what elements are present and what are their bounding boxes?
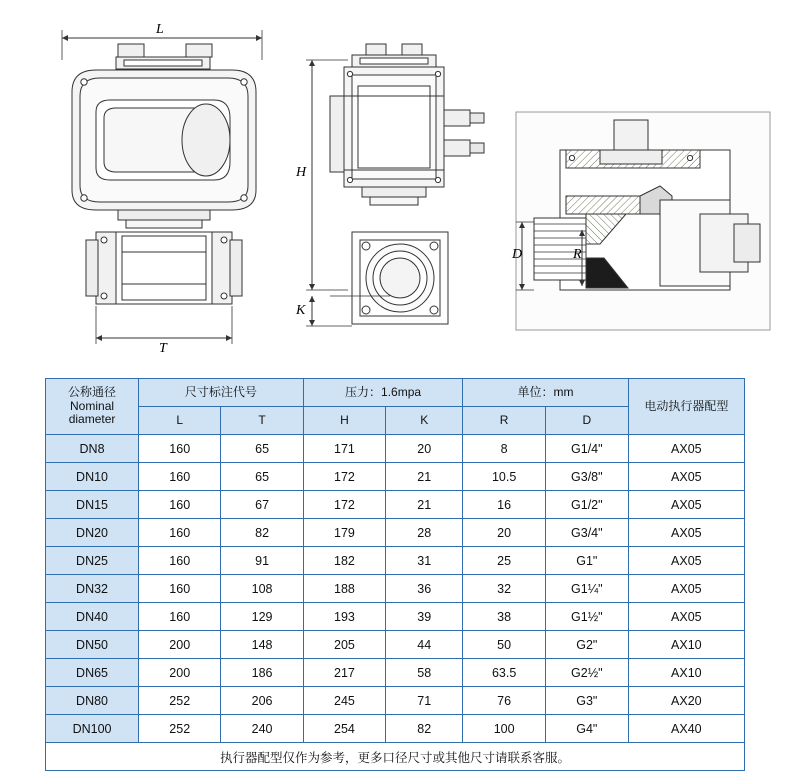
cell-dn: DN65 [46,659,139,687]
dim-label-R: R [573,247,582,262]
view-side-actuator [306,44,484,326]
cell-L: 160 [139,575,221,603]
cell-D: G1" [545,547,628,575]
table-note-row [46,743,745,771]
dim-label-T: T [159,341,167,356]
cell-dn: DN20 [46,519,139,547]
cell-H: 217 [303,659,385,687]
cell-R: 25 [463,547,546,575]
cell-H: 193 [303,603,385,631]
cell-actuator: AX05 [628,603,744,631]
cell-actuator: AX20 [628,687,744,715]
cell-R: 100 [463,715,546,743]
cell-T: 67 [221,491,303,519]
cell-dn: DN8 [46,435,139,463]
cell-R: 20 [463,519,546,547]
cell-H: 171 [303,435,385,463]
cell-L: 252 [139,715,221,743]
header-col-K: K [386,407,463,435]
cell-actuator: AX05 [628,463,744,491]
cell-L: 160 [139,463,221,491]
header-nominal-cn: 公称通径 [68,384,117,399]
cell-D: G3" [545,687,628,715]
cell-D: G1½" [545,603,628,631]
header-nominal-en1: Nominal [70,398,115,413]
cell-L: 200 [139,659,221,687]
specification-table [45,378,745,771]
header-col-R: R [463,407,546,435]
cell-K: 36 [386,575,463,603]
cell-dn: DN32 [46,575,139,603]
cell-dn: DN10 [46,463,139,491]
cell-T: 206 [221,687,303,715]
header-unit: 单位：mm [463,379,628,407]
table-header-row-1 [46,379,745,407]
cell-L: 200 [139,631,221,659]
cell-R: 10.5 [463,463,546,491]
cell-K: 44 [386,631,463,659]
cell-T: 65 [221,435,303,463]
table-row [46,687,745,715]
cell-actuator: AX10 [628,659,744,687]
cell-actuator: AX40 [628,715,744,743]
cell-T: 186 [221,659,303,687]
header-col-L: L [139,407,221,435]
cell-D: G3/8" [545,463,628,491]
table-row [46,491,745,519]
dim-label-D: D [512,247,523,262]
cell-H: 182 [303,547,385,575]
cell-L: 160 [139,491,221,519]
cell-actuator: AX05 [628,575,744,603]
table-row [46,547,745,575]
cell-D: G1/4" [545,435,628,463]
cell-T: 240 [221,715,303,743]
table-row [46,463,745,491]
cell-L: 160 [139,547,221,575]
cell-K: 21 [386,463,463,491]
cell-K: 20 [386,435,463,463]
cell-H: 254 [303,715,385,743]
cell-R: 32 [463,575,546,603]
table-row [46,603,745,631]
cell-D: G3/4" [545,519,628,547]
table-row [46,435,745,463]
table-row [46,631,745,659]
cell-T: 108 [221,575,303,603]
table-row [46,659,745,687]
cell-L: 160 [139,603,221,631]
cell-T: 91 [221,547,303,575]
cell-dn: DN15 [46,491,139,519]
cell-actuator: AX05 [628,519,744,547]
cell-L: 252 [139,687,221,715]
header-col-T: T [221,407,303,435]
dim-label-H: H [296,165,307,180]
cell-K: 28 [386,519,463,547]
cell-H: 179 [303,519,385,547]
table-row [46,519,745,547]
dim-label-L: L [156,22,164,37]
cell-dn: DN100 [46,715,139,743]
cell-R: 38 [463,603,546,631]
cell-L: 160 [139,435,221,463]
cell-R: 63.5 [463,659,546,687]
table-row [46,575,745,603]
cell-dn: DN40 [46,603,139,631]
view-front-actuator [62,30,262,344]
cell-dn: DN50 [46,631,139,659]
cell-H: 172 [303,491,385,519]
cell-R: 16 [463,491,546,519]
cell-K: 31 [386,547,463,575]
cell-R: 50 [463,631,546,659]
table-note: 执行器配型仅作为参考，更多口径尺寸或其他尺寸请联系客服。 [46,743,745,771]
cell-T: 148 [221,631,303,659]
header-col-H: H [303,407,385,435]
cell-D: G4" [545,715,628,743]
cell-H: 205 [303,631,385,659]
cell-K: 82 [386,715,463,743]
cell-D: G2½" [545,659,628,687]
cell-T: 129 [221,603,303,631]
cell-dn: DN80 [46,687,139,715]
cell-K: 21 [386,491,463,519]
cell-K: 58 [386,659,463,687]
dim-label-K: K [296,303,306,318]
drawing-svg [0,0,790,368]
cell-H: 245 [303,687,385,715]
cell-D: G1/2" [545,491,628,519]
header-nominal-en2: diameter [68,412,116,427]
cell-dn: DN25 [46,547,139,575]
cell-K: 39 [386,603,463,631]
cell-actuator: AX05 [628,547,744,575]
cell-actuator: AX05 [628,491,744,519]
cell-H: 188 [303,575,385,603]
header-pressure: 压力：1.6mpa [303,379,463,407]
header-dim-code: 尺寸标注代号 [139,379,304,407]
cell-T: 82 [221,519,303,547]
cell-D: G1¼" [545,575,628,603]
cell-R: 76 [463,687,546,715]
cell-D: G2" [545,631,628,659]
header-col-D: D [545,407,628,435]
cell-T: 65 [221,463,303,491]
cell-K: 71 [386,687,463,715]
technical-drawing [0,0,790,368]
header-actuator-model: 电动执行器配型 [628,379,744,435]
header-nominal-diameter [46,379,139,435]
cell-actuator: AX05 [628,435,744,463]
cell-R: 8 [463,435,546,463]
view-section-detail [516,112,770,330]
table-row [46,715,745,743]
cell-actuator: AX10 [628,631,744,659]
cell-H: 172 [303,463,385,491]
cell-L: 160 [139,519,221,547]
